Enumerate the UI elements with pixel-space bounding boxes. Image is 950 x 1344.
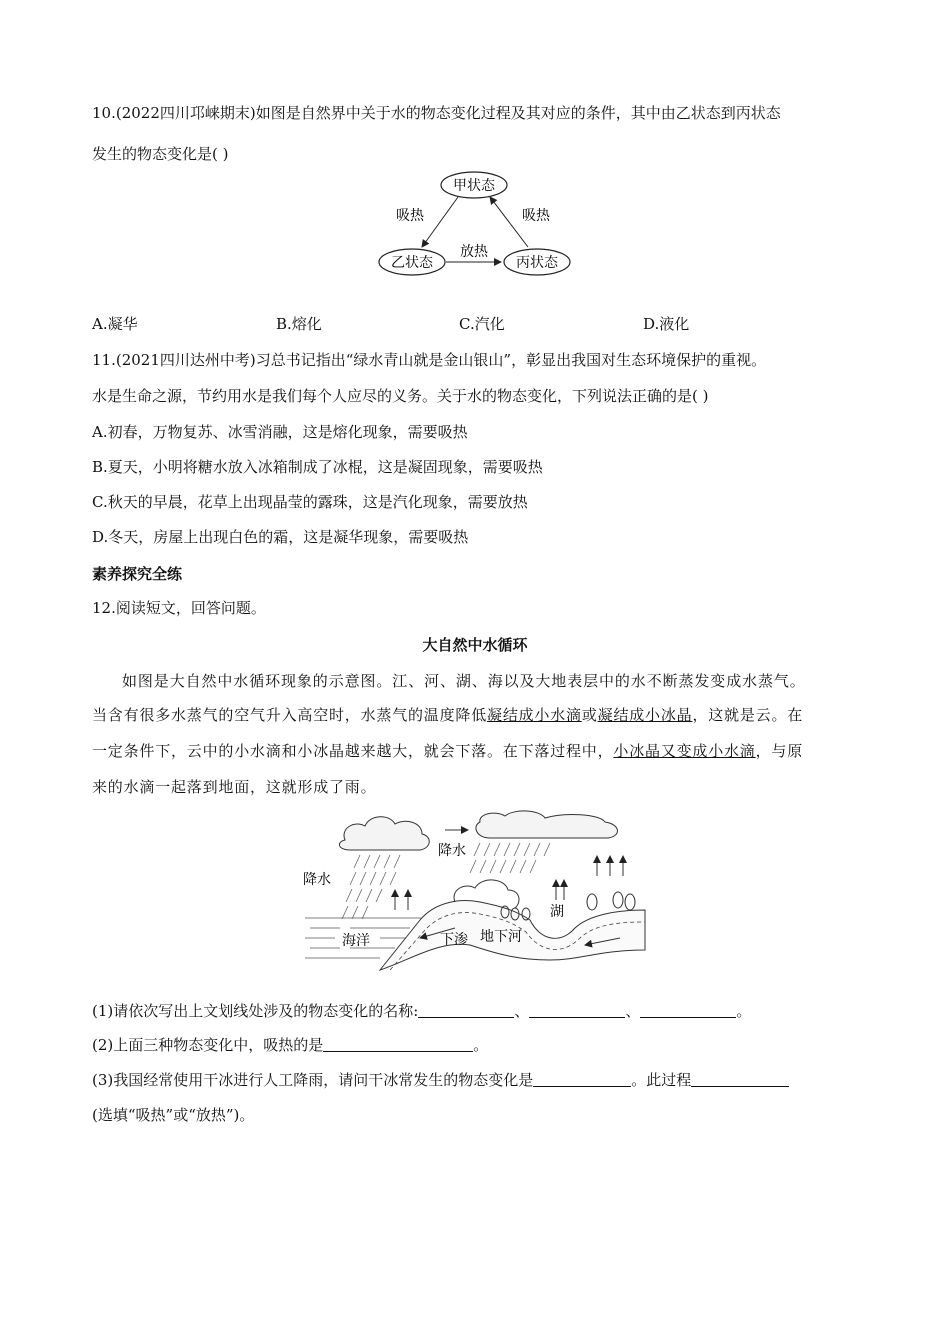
node-yi: [379, 249, 445, 275]
node-bing-label: 丙状态: [516, 255, 558, 271]
passage-line3: [92, 740, 803, 761]
label-underground-river: 地下河: [480, 929, 522, 945]
q12-sub3: [92, 1069, 789, 1090]
q12-intro: 12.阅读短文，回答问题。: [92, 599, 266, 617]
node-jia: [441, 172, 507, 198]
q12-sub3-mid: 。此过程: [631, 1071, 692, 1089]
q12-sub2-prompt: (2)上面三种物态变化中，吸热的是: [92, 1036, 324, 1054]
passage-title: 大自然中水循环: [422, 636, 528, 654]
underline-condense-crystal: 凝结成小冰晶: [597, 706, 693, 724]
label-seep: 下渗: [440, 932, 468, 948]
q12-sub2: [92, 1034, 488, 1055]
answer-blank-3[interactable]: [640, 1002, 736, 1018]
end-1: 。: [736, 1002, 752, 1020]
underline-crystal-to-droplet: 小冰晶又变成小水滴: [613, 742, 756, 760]
node-bing: [504, 249, 570, 275]
passage-line2-a: 当含有很多水蒸气的空气升入高空时，水蒸气的温度降低: [92, 706, 488, 724]
answer-blank-4[interactable]: [323, 1036, 473, 1052]
node-yi-label: 乙状态: [391, 255, 433, 271]
cloud-right: [476, 811, 618, 838]
state-change-diagram: [370, 165, 585, 280]
q10-option-c[interactable]: C.汽化: [459, 315, 505, 333]
passage-line3-a: 一定条件下，云中的小水滴和小冰晶越来越大，就会下落。在下落过程中，: [92, 742, 614, 760]
passage-line1: 如图是大自然中水循环现象的示意图。江、河、湖、海以及大地表层中的水不断蒸发变成水蒸气。: [122, 672, 806, 690]
end-2: 。: [473, 1036, 489, 1054]
answer-blank-6[interactable]: [691, 1071, 789, 1087]
passage-line3-b: ，与原: [755, 742, 804, 760]
q11-option-c[interactable]: C.秋天的早晨，花草上出现晶莹的露珠，这是汽化现象，需要放热: [92, 493, 528, 511]
q10-stem-line1: 10.(2022四川邛崃期末)如图是自然界中关于水的物态变化过程及其对应的条件，其中由乙状态到丙状态: [92, 104, 781, 122]
answer-blank-5[interactable]: [533, 1071, 631, 1087]
q10-option-b[interactable]: B.熔化: [276, 315, 322, 333]
label-lake: 湖: [550, 904, 564, 920]
evaporation-arrows: [395, 856, 623, 910]
underline-condense-droplet: 凝结成小水滴: [487, 706, 582, 724]
q12-sub3-prompt: (3)我国经常使用干冰进行人工降雨，请问干冰常发生的物态变化是: [92, 1071, 534, 1089]
answer-blank-2[interactable]: [529, 1002, 625, 1018]
passage-line2-b: 或: [581, 706, 598, 724]
q12-sub1: [92, 1000, 751, 1021]
q10-option-d[interactable]: D.液化: [643, 315, 690, 333]
label-rain-left: 降水: [303, 872, 331, 888]
edge-ab-label: 吸热: [396, 208, 424, 224]
q10-stem-line2: 发生的物态变化是( ): [92, 145, 229, 163]
section-title: 素养探究全练: [92, 565, 183, 583]
sep-2: 、: [625, 1002, 641, 1020]
arrow-jia-to-yi: [422, 197, 458, 247]
q11-stem-line1: 11.(2021四川达州中考)习总书记指出“绿水青山就是金山银山”，彰显出我国对生态环境保护的重视。: [92, 351, 767, 369]
q11-option-a[interactable]: A.初春，万物复苏、冰雪消融，这是熔化现象，需要吸热: [92, 423, 468, 441]
cloud-left: [339, 817, 429, 850]
answer-blank-1[interactable]: [418, 1002, 514, 1018]
edge-ca-label: 吸热: [522, 208, 550, 224]
q11-option-b[interactable]: B.夏天，小明将糖水放入冰箱制成了冰棍，这是凝固现象，需要吸热: [92, 458, 543, 476]
q11-option-d[interactable]: D.冬天，房屋上出现白色的霜，这是凝华现象，需要吸热: [92, 528, 469, 546]
q12-sub1-prompt: (1)请依次写出上文划线处涉及的物态变化的名称:: [92, 1002, 419, 1020]
q10-option-a[interactable]: A.凝华: [92, 315, 138, 333]
passage-line2: [92, 704, 803, 725]
passage-line4: 来的水滴一起落到地面，这就形成了雨。: [92, 778, 377, 796]
node-jia-label: 甲状态: [453, 178, 495, 194]
edge-bc-label: 放热: [460, 244, 488, 260]
label-ocean: 海洋: [342, 933, 370, 949]
rain-left: [342, 855, 400, 919]
water-cycle-figure: [300, 810, 650, 975]
rain-right: [470, 843, 550, 873]
sep-1: 、: [514, 1002, 530, 1020]
q12-sub3-tail: (选填“吸热”或“放热”)。: [92, 1106, 255, 1124]
q11-stem-line2: 水是生命之源，节约用水是我们每个人应尽的义务。关于水的物态变化，下列说法正确的是( ): [92, 387, 709, 405]
label-rain-right: 降水: [438, 843, 466, 859]
passage-line2-c: ，这就是云。在: [692, 706, 804, 724]
